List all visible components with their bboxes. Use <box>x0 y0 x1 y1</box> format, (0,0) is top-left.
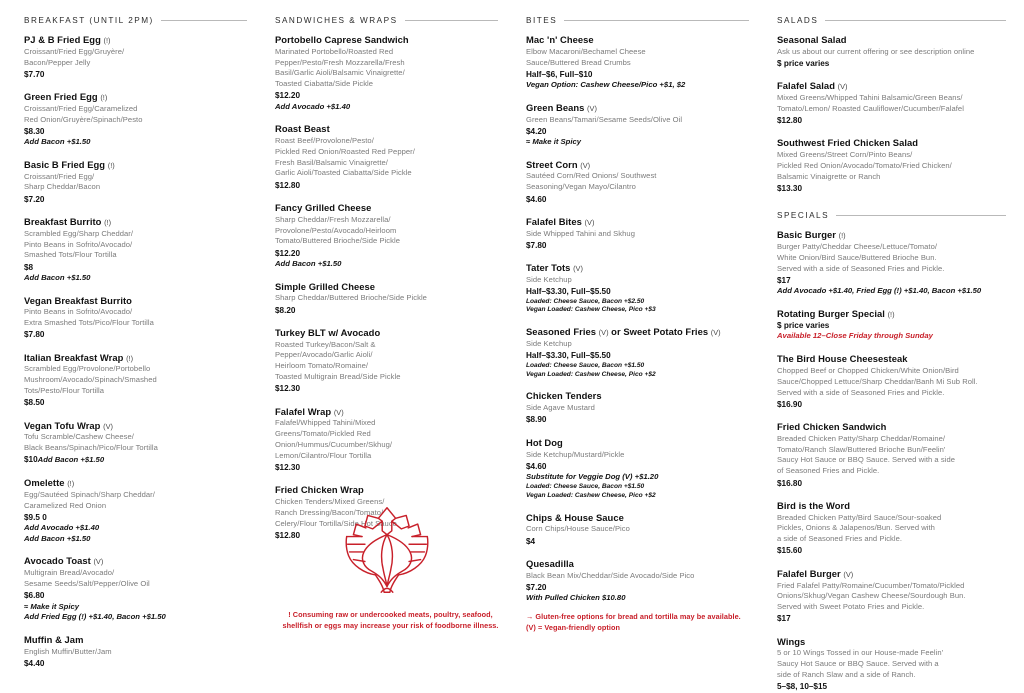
menu-item-price <box>777 183 1006 194</box>
price-value: $8.30 <box>24 126 45 136</box>
menu-item-description: Roast Beef/Provolone/Pesto/ Pickled Red Onion/Roasted Red Pepper/ Fresh Basil/Balsamic Vinaigrette/ Garlic Aioli/Toasted Ciabatta/Side Pickle <box>275 136 415 178</box>
menu-item <box>275 281 498 316</box>
menu-item-description: 5 or 10 Wings Tossed in our House-made Feelin' Saucy Hot Sauce or BBQ Sauce. Served with a side of Ranch Slaw and a side of Ranch. <box>777 648 944 679</box>
menu-item-title: Avocado Toast <box>24 555 91 567</box>
menu-item-description: Breaded Chicken Patty/Bird Sauce/Sour-soaked Pickles, Onions & Jalapenos/Bun. Served with a side of Seasoned Fries and Pickle. <box>777 512 942 544</box>
menu-item <box>24 216 247 284</box>
price-value: $4.40 <box>24 658 45 668</box>
menu-item <box>275 327 498 395</box>
menu-item-title: Fancy Grilled Cheese <box>275 202 372 213</box>
menu-item-title: Muffin & Jam <box>24 633 84 645</box>
menu-item-description: Scrambled Egg/Sharp Cheddar/ Pinto Beans in Sofrito/Avocado/ Smashed Tots/Flour Tortilla <box>24 228 134 260</box>
menu-item-price <box>526 240 749 251</box>
menu-item-name <box>777 229 1006 241</box>
section-divider <box>405 20 498 21</box>
menu-item-description: Scrambled Egg/Provolone/Portobello Mushroom/Avocado/Spinach/Smashed Tots/Pesto/Flour Tortilla <box>24 364 157 395</box>
menu-item-description: Side Ketchup/Mustard/Pickle <box>526 449 625 459</box>
section-title: SALADS <box>777 16 819 25</box>
menu-item-title: Portobello Caprese Sandwich <box>275 34 409 45</box>
menu-item-loaded-note: Loaded: Cheese Sauce, Bacon +$1.50 <box>526 361 645 369</box>
menu-item-name <box>275 123 498 135</box>
menu-item-title: Green Fried Egg <box>24 91 98 103</box>
menu-item-name <box>526 159 749 171</box>
menu-item-tag: (!) <box>100 93 108 103</box>
price-value: $12.80 <box>777 116 803 126</box>
menu-item-name <box>526 326 749 338</box>
menu-column-salads-specials <box>763 16 1014 692</box>
menu-item-name <box>24 295 247 307</box>
menu-item-tag: (!) <box>838 231 846 241</box>
menu-item <box>275 202 498 270</box>
menu-item-title: Italian Breakfast Wrap <box>24 351 124 363</box>
price-value: $6.80 <box>24 591 45 601</box>
menu-item-name <box>275 327 498 339</box>
section-divider <box>825 20 1006 21</box>
menu-item-price <box>526 194 749 205</box>
menu-item-title: Seasoned Fries <box>526 326 597 338</box>
menu-item-addon: ≈ Make it Spicy <box>24 601 80 611</box>
menu-item-price <box>24 590 247 601</box>
menu-item-price <box>24 194 247 205</box>
section-title: BITES <box>526 16 558 25</box>
menu-item-description: Side Agave Mustard <box>526 403 595 413</box>
price-suffix-addon: Add Bacon +$1.50 <box>37 455 105 465</box>
menu-item-title: Falafel Wrap <box>275 405 332 417</box>
menu-item-title: Chips & House Sauce <box>526 511 624 523</box>
menu-item-name <box>275 406 498 418</box>
menu-item-description: Marinated Portobello/Roasted Red Pepper/Pesto/Fresh Mozzarella/Fresh Basil/Garlic Aioli/Balsamic Vinaigrette/ Toasted Ciabatta/Side Pickle <box>275 46 405 89</box>
menu-item <box>526 102 749 148</box>
menu-item <box>24 555 247 622</box>
menu-item-name <box>526 102 749 114</box>
menu-item <box>777 636 1006 693</box>
menu-item <box>275 34 498 112</box>
menu-item-name <box>275 484 498 496</box>
menu-item <box>777 500 1006 557</box>
price-value: $17 <box>777 275 791 285</box>
menu-item-description: Sharp Cheddar/Fresh Mozzarella/ Provolone/Pesto/Avocado/Heirloom Tomato/Buttered Brioche/Side Pickle <box>275 214 400 246</box>
gluten-free-note: → Gluten-free options for bread and tortilla may be available. <box>526 612 741 622</box>
menu-item <box>526 34 749 91</box>
menu-item <box>526 159 749 205</box>
menu-item-title: Green Beans <box>526 101 585 113</box>
menu-item-description: Elbow Macaroni/Bechamel Cheese Sauce/Buttered Bread Crumbs <box>526 46 646 67</box>
menu-item-addon: Add Bacon +$1.50 <box>24 137 91 147</box>
menu-item-addon: Add Avocado +$1.40 <box>24 523 100 533</box>
menu-item-description: Ask us about our current offering or see description online <box>777 46 975 56</box>
menu-item-title: Fried Chicken Wrap <box>275 484 364 496</box>
price-value: $7.80 <box>24 330 45 340</box>
menu-item <box>526 390 749 425</box>
section-divider <box>161 20 247 21</box>
menu-item-description: Burger Patty/Cheddar Cheese/Lettuce/Tomato/ White Onion/Bird Sauce/Buttered Brioche Bun. Served with a side of Seasoned Fries and Pickle. <box>777 242 945 273</box>
menu-item-title: Hot Dog <box>526 436 563 448</box>
menu-item <box>777 137 1006 194</box>
price-value: $12.30 <box>275 384 301 394</box>
menu-item-price <box>777 545 1006 556</box>
menu-item-tag: (V) <box>598 328 609 338</box>
menu-item <box>24 420 247 466</box>
menu-item-price <box>275 248 498 259</box>
menu-item-name <box>24 555 247 567</box>
menu-item-name <box>777 421 1006 433</box>
menu-item-description: Falafel/Whipped Tahini/Mixed Greens/Tomato/Pickled Red Onion/Hummus/Cucumber/Skhug/ Lemon/Cilantro/Flour Tortilla <box>275 418 393 460</box>
raw-food-warning: ! Consuming raw or undercooked meats, poultry, seafood, shellfish or eggs may increase your risk of foodborne illness. <box>282 610 499 631</box>
menu-item-price <box>526 461 749 472</box>
menu-item <box>777 421 1006 489</box>
menu-item <box>24 352 247 409</box>
price-value: $12.80 <box>275 180 301 190</box>
menu-item-availability-note: Available 12–Close Friday through Sunday <box>777 331 933 341</box>
menu-item-title: Mac 'n' Cheese <box>526 34 594 45</box>
menu-item-tag: (V) <box>837 82 848 92</box>
price-value: $7.20 <box>24 194 45 204</box>
menu-item-name <box>526 34 749 46</box>
menu-item-tag: (V) <box>580 160 591 170</box>
menu-item-title: Falafel Salad <box>777 80 835 92</box>
menu-item-price <box>275 180 498 191</box>
menu-item <box>275 123 498 191</box>
menu-item-title: Turkey BLT w/ Avocado <box>275 326 381 338</box>
price-value: $9.5 0 <box>24 512 47 522</box>
menu-item-price <box>526 286 749 297</box>
menu-item-title: Omelette <box>24 477 65 488</box>
menu-item-name <box>526 437 749 449</box>
menu-item <box>526 326 749 379</box>
menu-item-tag: (!) <box>104 218 112 227</box>
menu-item-price <box>24 69 247 80</box>
menu-item-description: Corn Chips/House Sauce/Pico <box>526 524 630 534</box>
menu-item-name <box>777 636 1006 648</box>
menu-item-description: Multigrain Bread/Avocado/ Sesame Seeds/Salt/Pepper/Olive Oil <box>24 568 150 588</box>
menu-item-title: Wings <box>777 635 806 647</box>
menu-item <box>526 262 749 315</box>
bird-house-emblem-logo <box>339 502 435 598</box>
menu-item-title: Basic B Fried Egg <box>24 158 106 170</box>
price-value: $10 <box>24 455 38 465</box>
menu-item-name <box>526 512 749 524</box>
price-value: Half–$6, Full–$10 <box>526 69 593 79</box>
price-value: $12.20 <box>275 91 301 101</box>
menu-item <box>526 437 749 501</box>
menu-item-tag-extra: (V) <box>710 328 721 338</box>
menu-item-name <box>526 390 749 402</box>
menu-item-title: Bird is the Word <box>777 499 851 511</box>
menu-item <box>275 406 498 474</box>
menu-item-price <box>24 126 247 137</box>
menu-item-description: Side Ketchup <box>526 274 572 284</box>
menu-item-price <box>24 329 247 340</box>
menu-item-title-extra: or Sweet Potato Fries <box>608 326 709 338</box>
menu-item-name <box>24 420 247 432</box>
menu-item-name <box>24 91 247 103</box>
menu-item <box>526 558 749 604</box>
menu-item-price <box>777 681 1006 692</box>
menu-item-description: Mixed Greens/Whipped Tahini Balsamic/Green Beans/ Tomato/Lemon/ Roasted Cauliflower/Cucumber/Falafel <box>777 93 964 113</box>
section-divider <box>836 215 1006 216</box>
price-value: $4.20 <box>526 126 547 136</box>
menu-item-title: Street Corn <box>526 158 578 170</box>
menu-item-tag: (V) <box>93 557 104 567</box>
menu-item-description: Croissant/Fried Egg/Caramelized Red Onion/Gruyère/Spinach/Pesto <box>24 103 143 124</box>
menu-item-price <box>777 58 1006 69</box>
menu-item <box>526 512 749 547</box>
menu-item-title: The Bird House Cheesesteak <box>777 353 908 365</box>
menu-item-tag: (!) <box>107 160 115 170</box>
menu-item-tag: (V) <box>843 569 854 579</box>
menu-item-description: Croissant/Fried Egg/ Sharp Cheddar/Bacon <box>24 171 101 192</box>
price-value: $8.50 <box>24 398 45 408</box>
menu-item-name <box>777 34 1006 46</box>
menu-item-name <box>275 202 498 214</box>
menu-item-price <box>526 414 749 425</box>
menu-item-title: Falafel Bites <box>526 215 582 227</box>
menu-column-breakfast <box>10 16 261 668</box>
menu-item-price <box>275 462 498 473</box>
menu-item-addon: Add Bacon +$1.50 <box>24 272 91 282</box>
menu-item-tag: (V) <box>573 264 583 274</box>
menu-item-title: Southwest Fried Chicken Salad <box>777 137 919 149</box>
price-value: $7.70 <box>24 69 45 79</box>
menu-item-name <box>275 34 498 46</box>
menu-item-price <box>526 350 749 361</box>
section-title: SANDWICHES & WRAPS <box>275 16 398 25</box>
price-value: $4.60 <box>526 461 547 471</box>
price-value: $7.20 <box>526 582 547 592</box>
menu-item-name <box>24 159 247 171</box>
menu-item-loaded-note: Loaded: Cheese Sauce, Bacon +$1.50 <box>526 482 645 490</box>
menu-item <box>777 229 1006 297</box>
menu-item <box>777 353 1006 410</box>
menu-item-description: Fried Falafel Patty/Romaine/Cucumber/Tomato/Pickled Onions/Skhug/Vegan Cashew Cheese/Sourdough Bun. Served with Sweet Potato Fries and Pickle. <box>777 580 966 612</box>
section-title: BREAKFAST (UNTIL 2PM) <box>24 16 154 25</box>
price-value: $8.90 <box>526 415 547 425</box>
menu-item-price <box>777 478 1006 489</box>
menu-item <box>24 477 247 544</box>
menu-item-tag: (V) <box>587 103 597 113</box>
section-divider <box>564 20 749 21</box>
price-value: $8 <box>24 262 34 272</box>
price-value: $17 <box>777 614 791 624</box>
price-value: $16.80 <box>777 478 803 488</box>
menu-item-description: Sharp Cheddar/Buttered Brioche/Side Pickle <box>275 293 427 303</box>
menu-item-name <box>24 477 247 489</box>
menu-item-title: Falafel Burger <box>777 567 841 579</box>
price-value: $ price varies <box>777 321 830 331</box>
menu-item-loaded-note: Vegan Loaded: Cashew Cheese, Pico +$2 <box>526 370 656 378</box>
menu-item-addon: With Pulled Chicken $10.80 <box>526 593 626 603</box>
price-value: $4.60 <box>526 194 547 204</box>
menu-item-name <box>777 500 1006 512</box>
menu-item-name <box>777 568 1006 580</box>
menu-item-price <box>275 383 498 394</box>
price-value: $12.30 <box>275 462 301 472</box>
menu-item <box>526 216 749 251</box>
menu-item-name <box>526 216 749 228</box>
menu-item-title: Basic Burger <box>777 229 836 241</box>
menu-item-addon: Add Avocado +$1.40 <box>275 101 351 111</box>
menu-item-description: Roasted Turkey/Bacon/Salt & Pepper/Avocado/Garlic Aioli/ Heirloom Tomato/Romaine/ Toasted Multigrain Bread/Side Pickle <box>275 339 401 381</box>
menu-item-price <box>777 275 1006 286</box>
section-header <box>24 16 247 25</box>
menu-item-title: Rotating Burger Special <box>777 307 885 319</box>
menu-item-price <box>24 454 247 466</box>
price-value: $12.80 <box>275 530 301 540</box>
menu-item-description: Chicken Tenders/Mixed Greens/ Ranch Dressing/Bacon/Tomato/ Celery/Flour Tortilla/Side Hot Sauce <box>275 497 397 528</box>
menu-item-title: Fried Chicken Sandwich <box>777 421 887 433</box>
menu-item-description: Breaded Chicken Patty/Sharp Cheddar/Romaine/ Tomato/Ranch Slaw/Buttered Brioche Bun/Feelin' Saucy Hot Sauce or BBQ Sauce. Served with a side of Seasoned Fries and Pickle. <box>777 433 955 476</box>
vegan-key-note: (V) = Vegan-friendly option <box>526 623 620 633</box>
menu-item <box>24 634 247 669</box>
section-header <box>777 211 1006 220</box>
menu-item-description: Pinto Beans in Sofrito/Avocado/ Extra Smashed Tots/Pico/Flour Tortilla <box>24 307 154 328</box>
menu-item-price <box>777 320 1006 331</box>
menu-item-tag: (!) <box>887 309 895 319</box>
price-value: $15.60 <box>777 546 803 556</box>
menu-item-description: Chopped Beef or Chopped Chicken/White Onion/Bird Sauce/Chopped Lettuce/Sharp Cheddar/Banh Mi Sub Roll. Served with a side of Seasoned Fries and Pickle. <box>777 366 978 397</box>
menu-item-name <box>24 34 247 46</box>
menu-item-price <box>24 397 247 408</box>
price-value: $7.80 <box>526 240 547 250</box>
menu-item-addon: Add Bacon +$1.50 <box>24 533 91 543</box>
menu-item-loaded-note: Vegan Loaded: Cashew Cheese, Pico +$2 <box>526 491 656 499</box>
legend-notes <box>526 612 759 634</box>
menu-item-addon: Vegan Option: Cashew Cheese/Pico +$1, $2 <box>526 80 686 90</box>
menu-item-price <box>24 262 247 273</box>
menu-item-title: Vegan Breakfast Burrito <box>24 294 132 306</box>
menu-item-name <box>24 634 247 646</box>
menu-item-title: Seasonal Salad <box>777 34 847 45</box>
menu-column-bites <box>512 16 763 656</box>
menu-item-price <box>24 658 247 669</box>
menu-item-price <box>777 399 1006 410</box>
menu-item-description: Side Ketchup <box>526 339 572 349</box>
menu-item-name <box>777 80 1006 92</box>
price-value: $12.20 <box>275 248 301 258</box>
menu-item-price <box>24 512 247 523</box>
menu-item-addon: Substitute for Veggie Dog (V) +$1.20 <box>526 472 659 482</box>
price-value: $ price varies <box>777 59 830 69</box>
menu-item-price <box>526 536 749 547</box>
menu-item-name <box>24 216 247 228</box>
menu-item-name <box>777 137 1006 149</box>
section-header <box>777 16 1006 25</box>
price-value: $4 <box>526 536 536 546</box>
menu-item-title: PJ & B Fried Egg <box>24 34 101 45</box>
menu-item-description: Side Whipped Tahini and Skhug <box>526 228 635 238</box>
menu-item-description: English Muffin/Butter/Jam <box>24 646 112 656</box>
menu-item-title: Vegan Tofu Wrap <box>24 419 101 431</box>
menu-item-name <box>24 352 247 364</box>
menu-item-tag: (V) <box>584 217 595 227</box>
menu-item-tag: (!) <box>126 353 134 363</box>
menu-item-price <box>526 126 749 137</box>
price-value: $13.30 <box>777 184 803 194</box>
menu-item-title: Quesadilla <box>526 557 574 569</box>
menu-item-title: Roast Beast <box>275 123 330 135</box>
menu-item-description: Sautéed Corn/Red Onions/ Southwest Seasoning/Vegan Mayo/Cilantro <box>526 171 657 192</box>
menu-item-title: Breakfast Burrito <box>24 216 102 227</box>
price-value: $16.90 <box>777 399 803 409</box>
menu-item <box>24 295 247 341</box>
menu-item-addon: ≈ Make it Spicy <box>526 137 582 147</box>
menu-item-name <box>275 281 498 293</box>
menu-item-description: Croissant/Fried Egg/Gruyère/ Bacon/Pepper Jelly <box>24 46 125 67</box>
section-header <box>526 16 749 25</box>
menu-item <box>777 80 1006 126</box>
menu-item-price <box>275 305 498 316</box>
price-value: Half–$3.30, Full–$5.50 <box>526 287 611 297</box>
menu-item-description: Green Beans/Tamari/Sesame Seeds/Olive Oil <box>526 114 683 124</box>
section-header <box>275 16 498 25</box>
menu-item-title: Chicken Tenders <box>526 390 602 402</box>
menu-item-title: Simple Grilled Cheese <box>275 280 376 292</box>
menu-item-price <box>777 115 1006 126</box>
menu-item-addon: Add Avocado +$1.40, Fried Egg (!) +$1.40, Bacon +$1.50 <box>777 286 982 296</box>
menu-item-tag: (!) <box>67 479 75 488</box>
section-title: SPECIALS <box>777 211 830 221</box>
menu-item-price <box>526 69 749 80</box>
menu-item <box>777 34 1006 69</box>
menu-item-tag: (V) <box>103 421 113 431</box>
price-value: $8.20 <box>275 305 296 315</box>
menu-item-price <box>526 582 749 593</box>
menu-column-sandwiches <box>261 16 512 656</box>
menu-item <box>24 34 247 80</box>
price-value: 5–$8, 10–$15 <box>777 682 828 692</box>
menu-item-tag: (!) <box>103 36 111 45</box>
menu-item-tag: (V) <box>333 407 344 417</box>
menu-item-loaded-note: Loaded: Cheese Sauce, Bacon +$2.50 <box>526 297 645 305</box>
menu-item-description: Mixed Greens/Street Corn/Pinto Beans/ Pickled Red Onion/Avocado/Tomato/Fried Chicken/ Balsamic Vinaigrette or Ranch <box>777 150 952 181</box>
menu-item-addon: Add Fried Egg (!) +$1.40, Bacon +$1.50 <box>24 612 166 622</box>
menu-item-description: Tofu Scramble/Cashew Cheese/ Black Beans/Spinach/Pico/Flour Tortilla <box>24 432 158 453</box>
menu-item-name <box>526 558 749 570</box>
price-value: Half–$3.30, Full–$5.50 <box>526 351 611 361</box>
menu-item-price <box>777 613 1006 624</box>
menu-item-name <box>777 308 1006 320</box>
menu-item-title: Tater Tots <box>526 262 571 274</box>
menu-item-name <box>526 262 749 274</box>
menu-item-description: Black Bean Mix/Cheddar/Side Avocado/Side Pico <box>526 570 695 580</box>
menu-item-addon: Add Bacon +$1.50 <box>275 258 342 268</box>
menu-item <box>24 159 247 205</box>
menu-item <box>777 568 1006 625</box>
menu-item-description: Egg/Sautéed Spinach/Sharp Cheddar/ Caramelized Red Onion <box>24 489 155 510</box>
menu-item <box>24 91 247 148</box>
menu-item-loaded-note: Vegan Loaded: Cashew Cheese, Pico +$3 <box>526 306 656 314</box>
menu-item-name <box>777 353 1006 365</box>
menu-item <box>777 308 1006 342</box>
menu-item-price <box>275 90 498 101</box>
